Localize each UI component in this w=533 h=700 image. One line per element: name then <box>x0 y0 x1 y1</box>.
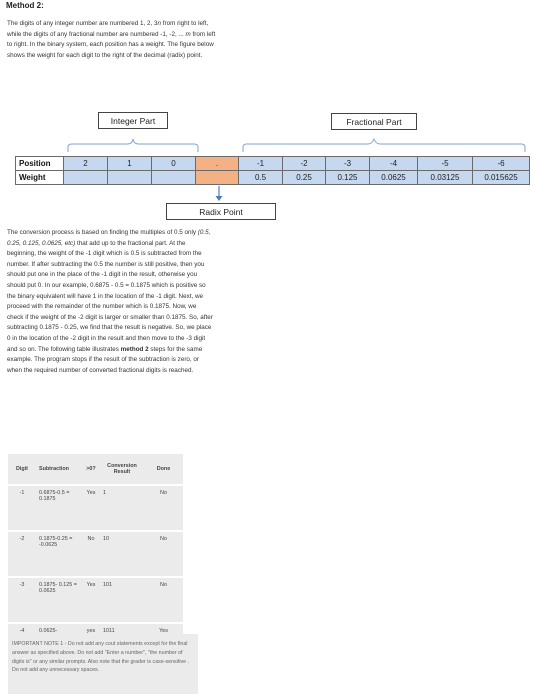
fractional-weight-cell: 0.015625 <box>472 170 530 185</box>
table-row <box>8 577 183 623</box>
cell-gt0: Yes <box>82 577 100 623</box>
position-row <box>16 157 530 171</box>
integer-position-cell: 1 <box>107 156 152 171</box>
integer-weight-cell <box>151 170 196 185</box>
radix-point-cell: . <box>195 156 239 171</box>
cell-done: No <box>144 531 183 577</box>
header-gt0: >0? <box>82 454 100 485</box>
cell-result: 1011 <box>100 623 144 669</box>
position-weight-grid <box>16 157 530 185</box>
intro-paragraph: The digits of any integer number are numbered 1, 2, 3n from right to left, while the digits of any fractional number are numbered -1, -2, ... m from left to right. In the binary system, each position has a weight. The figure below shows the weight for each digit to the right of the decimal (radix) point. <box>7 20 216 59</box>
header-subtraction: Subtraction <box>36 454 82 485</box>
cell-gt0: yes <box>82 623 100 669</box>
header-digit: Digit <box>8 454 36 485</box>
table-row <box>8 485 183 531</box>
cell-subtraction: 0.1875-0.25 = -0.0625 <box>36 531 82 577</box>
cell-subtraction: 0.0625- <box>36 623 82 669</box>
cell-digit: -4 <box>8 623 36 669</box>
fractional-part-label: Fractional Part <box>331 113 417 130</box>
integer-part-label: Integer Part <box>98 112 168 129</box>
integer-position-cell: 0 <box>151 156 196 171</box>
fractional-weight-cell: 0.25 <box>282 170 326 185</box>
cell-result: 1 <box>100 485 144 531</box>
fractional-position-cell: -5 <box>417 156 473 171</box>
header-done: Done <box>144 454 183 485</box>
fractional-weight-cell: 0.03125 <box>417 170 473 185</box>
fractional-position-cell: -1 <box>238 156 283 171</box>
fractional-position-cell: -6 <box>472 156 530 171</box>
cell-subtraction: 0.1875- 0.125 = 0.0625 <box>36 577 82 623</box>
cell-gt0: Yes <box>82 485 100 531</box>
fractional-position-cell: -3 <box>325 156 370 171</box>
radix-arrowhead <box>216 196 223 201</box>
conversion-explanation: The conversion process is based on finding the multiples of 0.5 only (0.5, 0.25, 0.125, 0.0625, etc) that add up to the fractional part. At the beginning, the weight of the -1 digit which is 0.5 is subtracted from the number. If after subtracting the 0.5 the number is still positive, then you should put one in the place of the -1 digit in the result, otherwise you should put 0. In our example, 0.6875 - 0.5 = 0.1875 which is positive so the binary equivalent will have 1 in the location of the -1 digit. Next, we proceed with the remainder of the number which is 0.1875. Now, we check if the weight of the -2 digit is larger or smaller than 0.1875. So, after subtracting 0.1875 - 0.25, we find that the result is negative. So, we place 0 in the location of the -2 digit in the result and then move to the -3 digit and so on. The following table illustrates method 2 steps for the same example. The program stops if the result of the subtraction is zero, or when the required number of converted fractional digits is reached. <box>7 229 213 374</box>
cell-done: Yes <box>144 623 183 669</box>
integer-brace <box>68 139 198 152</box>
cell-done: No <box>144 485 183 531</box>
header-result: Conversion Result <box>100 454 144 485</box>
radix-point-label: Radix Point <box>166 203 276 220</box>
cell-digit: -3 <box>8 577 36 623</box>
cell-subtraction: 0.6875-0.5 = 0.1875 <box>36 485 82 531</box>
table-header-row <box>8 454 183 485</box>
weight-header: Weight <box>15 170 64 185</box>
cell-gt0: No <box>82 531 100 577</box>
diagram-braces <box>0 0 533 230</box>
weight-row <box>16 171 530 185</box>
position-header: Position <box>15 156 64 171</box>
integer-weight-cell <box>63 170 108 185</box>
integer-weight-cell <box>107 170 152 185</box>
fractional-weight-cell: 0.125 <box>325 170 370 185</box>
fractional-brace <box>243 139 525 152</box>
cell-result: 101 <box>100 577 144 623</box>
cell-digit: -1 <box>8 485 36 531</box>
cell-result: 10 <box>100 531 144 577</box>
method-title: Method 2: <box>6 1 44 10</box>
cell-digit: -2 <box>8 531 36 577</box>
table-row <box>8 531 183 577</box>
integer-position-cell: 2 <box>63 156 108 171</box>
fractional-weight-cell: 0.0625 <box>369 170 418 185</box>
cell-done: No <box>144 577 183 623</box>
fractional-position-cell: -4 <box>369 156 418 171</box>
radix-weight-cell <box>195 170 239 185</box>
important-note: IMPORTANT NOTE 1 - Do not add any cout statements except for the final answer as specified above. Do not add "Enter a number", "the number of digits is" or any similar prompts. Also note that the grader is case-sensitive . Do not add any unnecessary spaces. <box>8 634 198 694</box>
fractional-position-cell: -2 <box>282 156 326 171</box>
fractional-weight-cell: 0.5 <box>238 170 283 185</box>
